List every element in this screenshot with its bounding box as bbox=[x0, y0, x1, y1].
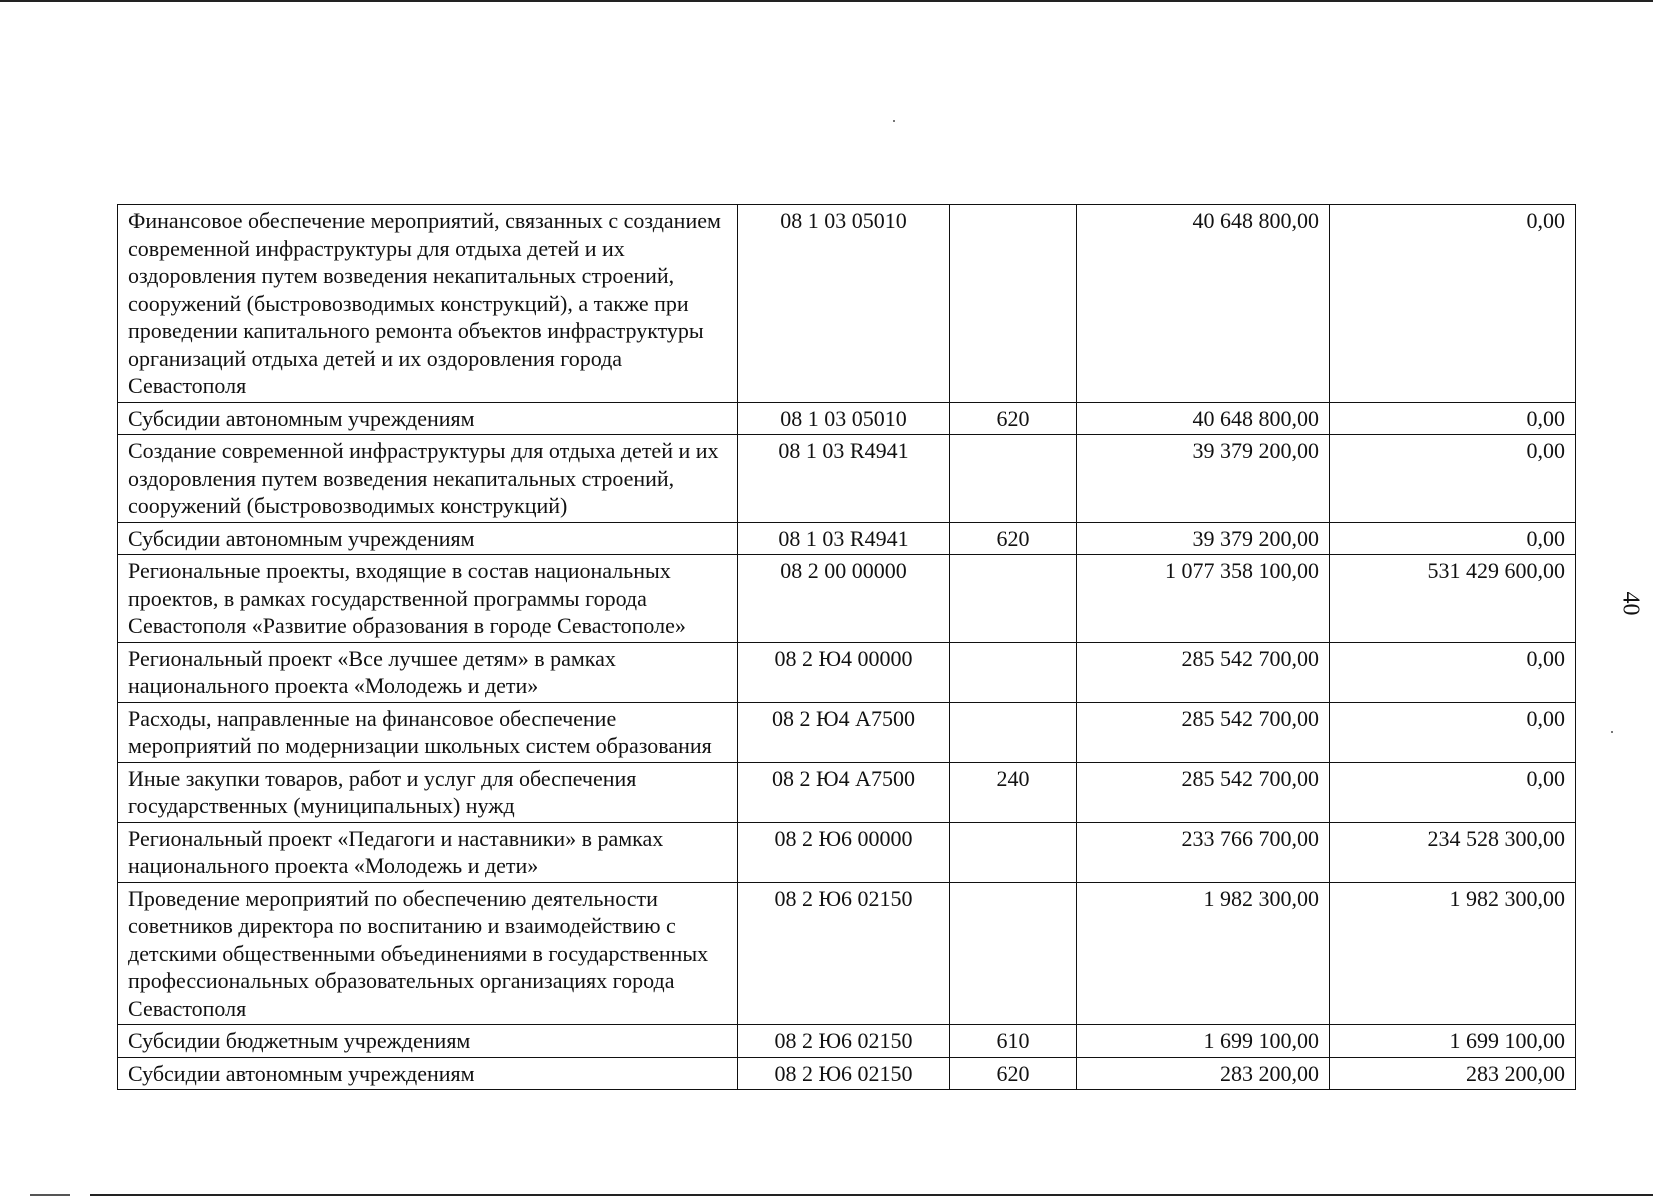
top-border-line bbox=[0, 0, 1653, 2]
scan-speck bbox=[893, 120, 895, 122]
row-code: 08 1 03 R4941 bbox=[738, 435, 950, 523]
row-sum-2: 0,00 bbox=[1330, 402, 1576, 435]
row-sum-1: 40 648 800,00 bbox=[1077, 205, 1330, 403]
row-sum-1: 39 379 200,00 bbox=[1077, 435, 1330, 523]
row-name: Субсидии бюджетным учреждениям bbox=[118, 1025, 738, 1058]
row-sum-2: 0,00 bbox=[1330, 642, 1576, 702]
row-name: Создание современной инфраструктуры для отдыха детей и их оздоровления путем возведения некапитальных строений, сооружений (быстровозводимых конструкций) bbox=[118, 435, 738, 523]
row-name: Региональные проекты, входящие в состав национальных проектов, в рамках государственной программы города Севастополя «Развитие образования в городе Севастополе» bbox=[118, 555, 738, 643]
row-expense-type: 240 bbox=[950, 762, 1077, 822]
row-code: 08 1 03 05010 bbox=[738, 205, 950, 403]
row-sum-2: 1 982 300,00 bbox=[1330, 882, 1576, 1025]
row-expense-type bbox=[950, 642, 1077, 702]
row-expense-type: 620 bbox=[950, 402, 1077, 435]
row-code: 08 2 Ю6 00000 bbox=[738, 822, 950, 882]
bottom-border-line-left bbox=[30, 1194, 70, 1196]
row-sum-2: 531 429 600,00 bbox=[1330, 555, 1576, 643]
row-name: Субсидии автономным учреждениям bbox=[118, 402, 738, 435]
row-code: 08 2 Ю4 А7500 bbox=[738, 762, 950, 822]
row-sum-1: 39 379 200,00 bbox=[1077, 522, 1330, 555]
row-code: 08 2 Ю6 02150 bbox=[738, 1025, 950, 1058]
row-name: Субсидии автономным учреждениям bbox=[118, 1057, 738, 1090]
row-sum-1: 1 982 300,00 bbox=[1077, 882, 1330, 1025]
table-row bbox=[118, 402, 1576, 435]
row-name: Иные закупки товаров, работ и услуг для обеспечения государственных (муниципальных) нужд bbox=[118, 762, 738, 822]
row-sum-2: 234 528 300,00 bbox=[1330, 822, 1576, 882]
row-sum-1: 233 766 700,00 bbox=[1077, 822, 1330, 882]
row-expense-type: 620 bbox=[950, 1057, 1077, 1090]
row-code: 08 2 Ю6 02150 bbox=[738, 1057, 950, 1090]
row-expense-type: 610 bbox=[950, 1025, 1077, 1058]
row-sum-2: 0,00 bbox=[1330, 435, 1576, 523]
row-sum-1: 1 699 100,00 bbox=[1077, 1025, 1330, 1058]
row-name: Проведение мероприятий по обеспечению деятельности советников директора по воспитанию и взаимодействию с детскими общественными объединениями в государственных профессиональных образовательных организациях города Севастополя bbox=[118, 882, 738, 1025]
row-code: 08 1 03 R4941 bbox=[738, 522, 950, 555]
row-code: 08 2 Ю6 02150 bbox=[738, 882, 950, 1025]
row-sum-1: 40 648 800,00 bbox=[1077, 402, 1330, 435]
row-code: 08 2 Ю4 00000 bbox=[738, 642, 950, 702]
row-sum-2: 0,00 bbox=[1330, 762, 1576, 822]
row-name: Финансовое обеспечение мероприятий, связанных с созданием современной инфраструктуры для отдыха детей и их оздоровления путем возведения некапитальных строений, сооружений (быстровозводимых конструкций), а также при проведении капитального ремонта объектов инфраструктуры организаций отдыха детей и их оздоровления города Севастополя bbox=[118, 205, 738, 403]
row-code: 08 1 03 05010 bbox=[738, 402, 950, 435]
table-row bbox=[118, 205, 1576, 403]
row-code: 08 2 00 00000 bbox=[738, 555, 950, 643]
table-row bbox=[118, 555, 1576, 643]
row-sum-1: 283 200,00 bbox=[1077, 1057, 1330, 1090]
table-row bbox=[118, 642, 1576, 702]
row-sum-1: 285 542 700,00 bbox=[1077, 702, 1330, 762]
row-sum-2: 0,00 bbox=[1330, 522, 1576, 555]
row-expense-type bbox=[950, 555, 1077, 643]
table-row bbox=[118, 702, 1576, 762]
budget-table-body bbox=[118, 205, 1576, 1090]
row-expense-type bbox=[950, 882, 1077, 1025]
table-row bbox=[118, 822, 1576, 882]
row-expense-type bbox=[950, 822, 1077, 882]
row-sum-1: 285 542 700,00 bbox=[1077, 642, 1330, 702]
bottom-border-line bbox=[90, 1194, 1653, 1196]
page-number: 40 bbox=[1617, 591, 1644, 616]
row-sum-2: 283 200,00 bbox=[1330, 1057, 1576, 1090]
row-sum-2: 1 699 100,00 bbox=[1330, 1025, 1576, 1058]
row-name: Региональный проект «Все лучшее детям» в рамках национального проекта «Молодежь и дети» bbox=[118, 642, 738, 702]
row-name: Региональный проект «Педагоги и наставники» в рамках национального проекта «Молодежь и дети» bbox=[118, 822, 738, 882]
row-sum-2: 0,00 bbox=[1330, 205, 1576, 403]
row-sum-2: 0,00 bbox=[1330, 702, 1576, 762]
table-row bbox=[118, 882, 1576, 1025]
row-code: 08 2 Ю4 А7500 bbox=[738, 702, 950, 762]
row-sum-1: 1 077 358 100,00 bbox=[1077, 555, 1330, 643]
scan-speck bbox=[1611, 731, 1613, 733]
table-row bbox=[118, 522, 1576, 555]
row-sum-1: 285 542 700,00 bbox=[1077, 762, 1330, 822]
table-row bbox=[118, 1057, 1576, 1090]
table-row bbox=[118, 762, 1576, 822]
table-row bbox=[118, 435, 1576, 523]
row-name: Субсидии автономным учреждениям bbox=[118, 522, 738, 555]
row-expense-type bbox=[950, 435, 1077, 523]
row-expense-type bbox=[950, 702, 1077, 762]
row-name: Расходы, направленные на финансовое обеспечение мероприятий по модернизации школьных систем образования bbox=[118, 702, 738, 762]
budget-table bbox=[117, 204, 1576, 1090]
row-expense-type bbox=[950, 205, 1077, 403]
row-expense-type: 620 bbox=[950, 522, 1077, 555]
table-row bbox=[118, 1025, 1576, 1058]
